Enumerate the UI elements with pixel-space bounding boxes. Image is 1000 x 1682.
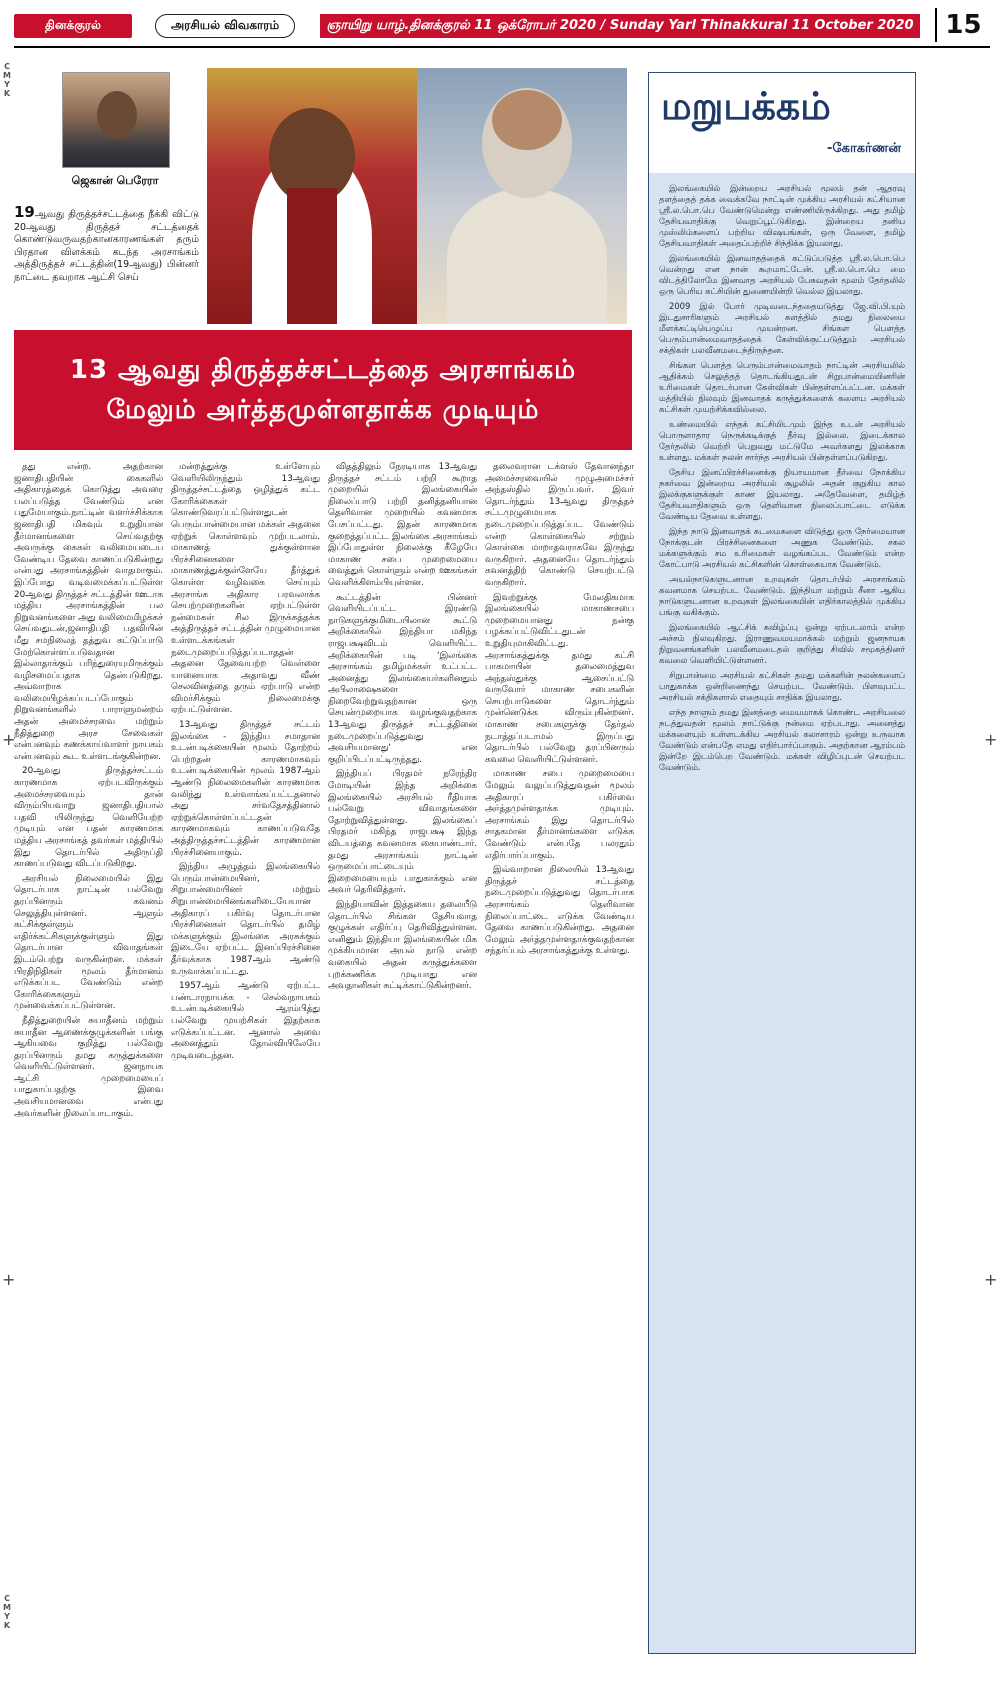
article-column-1 <box>14 462 163 1642</box>
sidebar-paragraph: இலங்கையில் ஆட்சிக் கவிழ்ப்பு ஒன்று ஏற்படலாம் என்ற அச்சம் நிலவுகிறது. இராணுவமயமாக்கல் மற்றும் ஜனநாயக நிறுவனங்களின் பலவீனமடைதல் குறித்து சிவில் சமூகத்தினர் கவலை வெளியிட்டுள்ளனர். <box>659 622 905 665</box>
article-column-3 <box>328 462 477 1642</box>
intro-lead-number: 19 <box>14 203 35 221</box>
paragraph: இந்திய அழுத்தம் இலங்கையில் பெரும்பான்மையினர், சிறுபான்மையினர் மற்றும் சிறுபான்மையினங்களிடையேயான அதிகாரப் பகிர்வு தொடர்பான பிரச்சினைகள் தொடர்பில் தமிழ் மக்களுக்கும் இலங்கை அரசுக்கும் இடையே ஏற்பட்ட இனப்பிரச்சினை தீர்வுக்காக 1987ஆம் ஆண்டு உருவாக்கப்பட்டது. <box>171 862 320 977</box>
registration-mark-right-lower: + <box>984 1270 998 1289</box>
sidebar-paragraph: இலங்கையில் இன்றைய அரசியல் மூலம் தன் ஆதரவு தளத்தைத் தக்க வைக்கவே நாட்டின் முக்கிய அரசியல் கட்சியான ஸ்ரீ.ல.பொ.பெ வேண்டுமென்று எண்ணியிருக்கிறது. அது தமிழ் தேசியவாதிக்கு வெறுப்பூட்டுகிறது. இன்றைய தனிய முஸ்லிம்களைப் பற்றிய விஷயங்கள், ஒரு வேளை, தமிழ் தேசியவாதிகள் அதைப்பற்றிச் சிந்திக்க இயலாது. <box>659 183 905 248</box>
photo-rajapaksa <box>207 68 417 324</box>
paragraph: இந்தியப் பிரதமர் நரேந்திர மோடியின் இந்த அறிக்கை இலங்கையில் அரசியல் ரீதியாக பல்வேறு விவாதங்களை தோற்றுவித்துள்ளது. இலங்கைப் பிரதமர் மகிந்த ராஜபக்ஷ இந்த விடயத்தை கவனமாக கையாண்டார். தமது அரசாங்கம் நாட்டின் ஒருமைப்பாட்டையும் இறைமையையும் பாதுகாக்கும் என அவர் தெரிவித்தார். <box>328 769 477 896</box>
paragraph: மாகாண சபை முறைமையை மேலும் வலுப்படுத்துவதன் மூலம் அதிகாரப் பகிர்வை அர்த்தமுள்ளதாக்க முடியும். அரசாங்கம் இது தொடர்பில் சாதகமான தீர்மானங்களை எடுக்க வேண்டும் என்பதே பலரதும் எதிர்பார்ப்பாகும். <box>485 769 634 861</box>
sidebar-paragraph: அயல்நாடுகளுடனான உறவுகள் தொடர்பில் அரசாங்கம் கவனமாக செயற்பட வேண்டும். இந்தியா மற்றும் சீனா ஆகிய நாடுகளுடனான உறவுகள் இலங்கையின் எதிர்காலத்தில் முக்கிய பங்கு வகிக்கும். <box>659 574 905 617</box>
sidebar-paragraph: தேசிய இனப்பிரச்சினைக்கு நியாயமான தீர்வை நோக்கிய நகர்வை இன்றைய அரசியல் சூழலில் அதன் குறுகிய கால இலக்குகளுக்குள் காண இயலாது. அதேவேளை, தமிழ்த் தேசியவாதிகளும் ஒரு தெளிவான நிலைப்பாட்டை எடுக்க வேண்டிய தேவை உள்ளது. <box>659 467 905 521</box>
paragraph: கூட்டத்தின் பின்னர் வெளியிடப்பட்ட இரண்டு நாடுகளுக்குமிடையிலான கூட்டு அறிக்கையில் இந்தியா மகிந்த ராஜபக்ஷவிடம் வெளியிட்ட அறிக்கையின் படி 'இலங்கை அரசாங்கம் தமிழ்மக்கள் உட்பட்ட அனைத்து இலங்கையர்களினதும் அபிலாஷைகளை நிறைவேற்றுவதற்கான ஒரு செயன்முறையாக வழங்குவதற்காக 13ஆவது திருத்தச் சட்டத்தினை நடைமுறைப்படுத்துவது அவசியமானது' என குறிப்பிடப்பட்டிருந்தது. <box>328 592 477 765</box>
article-column-2 <box>171 462 320 1642</box>
page-number: 15 <box>935 8 990 42</box>
sidebar-header <box>649 73 915 173</box>
sidebar-paragraph: 2009 இல் போர் முடிவடைந்ததையடுத்து ஜே.வி.பி.யும் இடதுசாரிகளும் அரசியல் களத்தில் தமது நிலையை மீளக்கட்டியெழுப்ப முயன்றன. சிங்கள பௌத்த பெரும்பான்மைவாதத்தைக் கேள்விக்குட்படுத்தும் அரசியல் சக்திகள் பலவீனமடைந்திருந்தன. <box>659 301 905 355</box>
sidebar-paragraph: இலங்கையில் இனவாதத்தைக் கட்டுப்படுத்த ஸ்ரீ.ல.பொ.பெ வென்றது என நான் கூறமாட்டேன். ஸ்ரீ.ல.பொ.பெ மை விடத்திலோமே இனவாத அரசியல் பேசுவதன் மூலம் தேர்தலில் ஒரு பெரிய கட்சியின் துணையின்றி வெல்ல இயலாது. <box>659 253 905 296</box>
dateline: ஞாயிறு யாழ்.தினக்குரல் 11 ஒக்ரோபர் 2020 / Sunday Yarl Thinakkural 11 October 2020 <box>320 14 920 38</box>
paragraph: விதத்திலும் நேரடியாக 13ஆவது திருத்தச் சட்டம் பற்றி கூறாத முறையில் இலங்கையின் நிலைப்பாடு பற்றி தனித்தனியான தெளிவான முறையில் கவனமாக பேசப்பட்டது. இதன் காரணமாக குறைத்தப்பட்ட இலங்கை அரசாங்கம் இப்போதுள்ள நிலைக்கு கீழேயே மாகாண சபை முறைமையை வைத்துக் கொள்ளும் என்ற ஊகங்கள் வெளிக்கிளம்பியுள்ளன. <box>328 462 477 588</box>
section-label: அரசியல் விவகாரம் <box>155 14 295 38</box>
paragraph: இவ்வாறான நிலையில் 13ஆவது திருத்தச் சட்டத்தை நடைமுறைப்படுத்துவது தொடர்பாக அரசாங்கம் தெளிவான நிலைப்பாட்டை எடுக்க வேண்டிய தேவை காணப்படுகின்றது. அதனை மேலும் அர்த்தமுள்ளதாக்குவதற்கான சந்தர்ப்பம் அரசாங்கத்துக்கு உள்ளது. <box>485 865 634 957</box>
cmyk-mark-bottom <box>2 1594 12 1630</box>
paragraph: 13ஆவது திருத்தச் சட்டம் இலங்கை - இந்திய சமாதான உடன்படிக்கையின் மூலம் தோற்றம் பெற்றதன் காரணமாகவும் உடன்படிக்கையின் மூலம் 1987ஆம் ஆண்டு நிலைமைகளின் காரணமாக வலிந்து உள்வாங்கப்பட்டதனால் அது சர்வதேசத்தினால் ஏற்றுக்கொள்ளப்பட்டதன் காரணமாகவும் காணப்படுவதே அத்திருத்தச்சட்டத்தின் காரணமான பிரச்சினையாகும். <box>171 720 320 858</box>
sidebar-paragraph: இந்த நாடு இனவாதக் கடமைகளை விடுத்து ஒரு நேர்மையான நோக்குடன் பிரச்சினைகளை அணுக வேண்டும். சகல மக்களுக்கும் சம உரிமைகள் வழங்கப்பட வேண்டும் என்ற கோட்பாடு அரசியல் கட்சிகளின் கொள்கையாக வேண்டும். <box>659 526 905 569</box>
article-body <box>14 462 634 1642</box>
intro-text: ஆவது திருத்தச்சட்டத்தை நீக்கி விட்டு 20ஆவது திருத்தச் சட்டத்தைக் கொண்டுவருவதற்கானகாரணங்கள் தரும் பிரதான விளக்கம் கடந்த அரசாங்கம் அத்திருத்தச் சட்டத்தின்(19ஆவது) பின்னர் நாட்டை தவறாக ஆட்சி செய் <box>14 209 199 283</box>
paragraph: அரசியல் நிலைமையில் இது தொடர்பாக நாட்டின் பல்வேறு தரப்பினரும் கவனம் செலுத்தியுள்ளனர். ஆளும் கட்சிக்குள்ளும் எதிர்க்கட்சிகளுக்குள்ளும் இது தொடர்பான விவாதங்கள் இடம்பெற்று வருகின்றன. மக்கள் பிரதிநிதிகள் மூலம் தீர்மானம் எடுக்கப்பட வேண்டும் என்ற கோரிக்கைகளும் முன்வைக்கப்பட்டுள்ளன. <box>14 873 163 1012</box>
author-photo <box>62 72 170 168</box>
cmyk-m: M <box>3 1603 11 1612</box>
author-face <box>97 91 137 139</box>
cmyk-k: K <box>3 89 11 98</box>
paragraph: நீதித்துறையின் சுயாதீனம் மற்றும் சுயாதீன ஆணைக்குழுக்களின் பங்கு ஆகியவை குறித்து பல்வேறு தரப்பினரும் தமது கருத்துக்களை வெளியிட்டுள்ளனர். ஜனநாயக ஆட்சி முறைமையைப் பாதுகாப்பதற்கு இவை அவசியமானவை என்பது அவர்களின் நிலைப்பாடாகும். <box>14 1015 163 1119</box>
registration-mark-left: + <box>2 730 16 749</box>
author-caption: ஜெகான் பெரேரா <box>71 174 159 187</box>
cmyk-c: C <box>4 62 10 71</box>
figure-face-right <box>492 90 562 150</box>
photo-modi <box>417 68 627 324</box>
paragraph: தது என்ற. அதற்கான ஜனாதிபதியின் கைகளில் அதிகாரத்தைக் கொடுத்து அவரை பலப்படுத்த வேண்டும் என பதுமேயாகும்.நாட்டின் வளர்ச்சிக்காக ஜனாதிபதி மிகவும் உறுதியான தீர்மானங்களை செய்வதற்கு அவருக்கு கைகள் வலிமையடைய வேண்டிய தேவை காணப்படுகின்றது என்பது அரசாங்கத்தின் வாதமாகும். இப்போது வடிவமைக்கப்பட்டுள்ள 20ஆவது திருத்தச் சட்டத்தின் ஊடாக மத்திய அரசாங்கத்தின் பல நிறுவனங்களை அது வலிமைமிழக்கச் செய்வதுடன்,ஜனாதிபதி பதவியின் மீது சமநிலைத் தத்துவ கட்டுப்பாடு மேற்கொள்ளப்படுவதான இல்லாதாக்கும் பரிந்துரையுமிருக்கும் வழிசமைப்பதாக தென்படுகிறது. அவ்வாறாக வலிமையிழக்கப்படப்போகும் நிறுவனங்களில் பாராளுமன்றம் அதன் அமைச்சரவை மற்றும் நீதித்துறை அரச சேவைகள் என்பனவும் கணக்காய்வாளர் நாயகம் என்பனவும் கூட உள்ளடங்குகின்றன. <box>14 462 163 762</box>
sidebar-paragraph: உண்மையில் எந்தக் கட்சியிடமும் இந்த உடன் அரசியல் பொருளாதார நெருக்கடிக்குத் தீர்வு இல்லை. இடைக்கால தேர்தலில் வெற்றி பெறுவது மட்டுமே அவர்களது இலக்காக உள்ளது. மக்கள் நலன் சார்ந்த அரசியல் பின்தள்ளப்படுகிறது. <box>659 419 905 462</box>
sidebar-body <box>649 173 915 1653</box>
shawl-left <box>287 188 337 324</box>
paragraph: மன்றத்துக்கு உள்ளேயும் வெளியிலிருந்தும் 13ஆவது திருத்தச்சட்டத்தை ஒழித்துக் கட்ட கோரிக்கைகள் கொண்டுவரப்பட்டுள்ளதுடன் பெரும்பான்மையான மக்கள் அதனை ஏற்றுக் கொள்ளவும் முற்படலாம். மாகாணத் துக்குள்ளான பிரச்சினைகளை மாகாணத்துக்குள்ளேயே தீர்த்துக் கொள்ள வழிவகை செய்யும் அரசாங்க அதிகார பரவலாக்க செயற்முறைகளின் ஏற்பட்டுள்ள நன்மைகள் சில இருக்கத்தக்க அத்திருத்தச் சட்டத்தின் முழுமையான உள்ளடக்கங்கள் நடைமுறைப்படுத்தப்படாததன் அதனை தேவையற்ற வெள்ளை யானையாக அதாவது வீண் செலவினத்தை தரும் ஏற்பாடு என்ற விமர்சிக்கும் நிலைமைக்கு ஏற்பட்டுள்ளன. <box>171 462 320 716</box>
leaders-photo <box>207 68 627 324</box>
header-rule <box>14 46 990 48</box>
sidebar-paragraph: சிறுபான்மை அரசியல் கட்சிகள் தமது மக்களின் நலன்களைப் பாதுகாக்க ஒன்றிணைந்து செயற்பட வேண்டும். பிளவுபட்ட அரசியல் சக்திகளால் எதையும் சாதிக்க இயலாது. <box>659 670 905 702</box>
cmyk-mark-top <box>2 62 12 98</box>
cmyk-y: Y <box>4 1612 10 1621</box>
headline-line-2: மேலும் அர்த்தமுள்ளதாக்க முடியும் <box>106 395 540 425</box>
cmyk-c: C <box>4 1594 10 1603</box>
paragraph: 1957ஆம் ஆண்டு ஏற்பட்ட பண்டாரநாயக்க - செல்வநாயகம் உடன்படிக்கையில் ஆரம்பித்து பல்வேறு முயற்சிகள் இதற்காக எடுக்கப்பட்டன. ஆனால் அவை அனைத்தும் தோல்வியிலேயே முடிவடைந்தன. <box>171 981 320 1061</box>
cmyk-m: M <box>3 71 11 80</box>
headline-line-1: 13 ஆவது திருத்தச்சட்டத்தை அரசாங்கம் <box>69 355 577 385</box>
sidebar-title: மறுபக்கம் <box>661 83 831 128</box>
cmyk-y: Y <box>4 80 10 89</box>
headline-banner <box>14 330 632 450</box>
paragraph: தலைவரான டக்ளஸ் தேவானந்தா அமைச்சரவையில் முழுஅமைச்சர் அந்தஸ்தில் இருப்பவர். இவர் தொடர்ந்தும் 13ஆவது திருத்தச் சட்டமுழுமையாக நடைமுறைப்படுத்தப்பட வேண்டும் என்ற கொள்கையில் சற்றும் கொள்கை மாறாதவராகவே இருந்து வருகிறார். அதனையே தொடர்ந்தும் கவனத்திற் கொண்டு செயற்பட்டு வருகிறார். <box>485 462 634 588</box>
sidebar-paragraph: சிங்கள பௌத்த பெரும்பான்மைவாதம் நாட்டின் அரசியலில் ஆதிக்கம் செலுத்தத் தொடங்கியதுடன் சிறுபான்மையினரின் உரிமைகள் தொடர்பான கேள்விகள் பின்தள்ளப்பட்டன. மக்கள் மத்தியில் நிலவும் இனவாதக் கருத்துக்களைக் களைய அரசியல் கட்சிகள் முயற்சிக்கவில்லை. <box>659 360 905 414</box>
registration-mark-right: + <box>984 730 998 749</box>
sidebar-column <box>648 72 916 1654</box>
cmyk-k: K <box>3 1621 11 1630</box>
registration-mark-left-lower: + <box>2 1270 16 1289</box>
paragraph: 20ஆவது திருத்தச்சட்டம் காரணமாக ஏற்படவிருக்கும் அமைச்சரவையும் தான் விரும்பியவாறு ஜனாதிபதியால் பதவி யிலிருந்து வெளியேற்ற முடியும் என பதன் காரணமாக மத்திய அரசாங்கத் தவர்கள் மத்தியில் இது தொடர்பில் அதிருப்தி காணப்படுவது விடப்படுகிறது. <box>14 766 163 870</box>
article-column-4 <box>485 462 634 1642</box>
newspaper-logo: தினக்குரல் <box>14 14 132 38</box>
figure-body-right <box>447 188 607 324</box>
paragraph: இவற்றுக்கு மேலதிகமாக இலங்கையில் மாகாணசபை முறைமையானது நன்கு பழக்கப்பட்டுவிட்டதுடன் உறுதியுமாகிவிட்டது. அரசாங்கத்துக்கு தமது கட்சி பாகமாயின் தலைமைத்துவ அந்தஸ்துக்கு ஆசைப்பட்டு வருவோர் மாகாண சபைகளின் செயற்பாடுகளை தொடர்ந்தும் முன்னெடுக்க விரும்புகின்றனர். மாகாண சபைகளுக்கு தேர்தல் நடாத்தப்படாமல் இருப்பது தொடர்பில் பல்வேறு தரப்பினரும் கவலை வெளியிட்டுள்ளனர். <box>485 592 634 765</box>
paragraph: இந்தியாவின் இத்தகைய தலையீடு தொடர்பில் சிங்கள தேசியவாத குழுக்கள் எதிர்ப்பு தெரிவித்துள்ளன. எனினும் இந்தியா இலங்கையின் மிக முக்கியமான அயல் நாடு என்ற வகையில் அதன் கருத்துக்களை புறக்கணிக்க முடியாது என அவதானிகள் சுட்டிக்காட்டுகின்றனர். <box>328 899 477 992</box>
intro-paragraph <box>14 203 199 284</box>
sidebar-paragraph: எந்த நாளும் தமது இனத்தை மையமாகக் கொண்ட அரசியலை நடத்துவதன் மூலம் நாட்டுக்கு நன்மை ஏற்படாது. அனைத்து மக்களையும் உள்ளடக்கிய அரசியல் கலாசாரம் ஒன்று உருவாக வேண்டும் என்பதே எமது எதிர்பார்ப்பாகும். அதற்கான ஆரம்பம் இன்றே இடம்பெற வேண்டும். மக்கள் விழிப்புடன் செயற்பட வேண்டும். <box>659 707 905 772</box>
page-header <box>0 0 1000 50</box>
sidebar-author: -கோகர்ணன் <box>827 141 901 156</box>
